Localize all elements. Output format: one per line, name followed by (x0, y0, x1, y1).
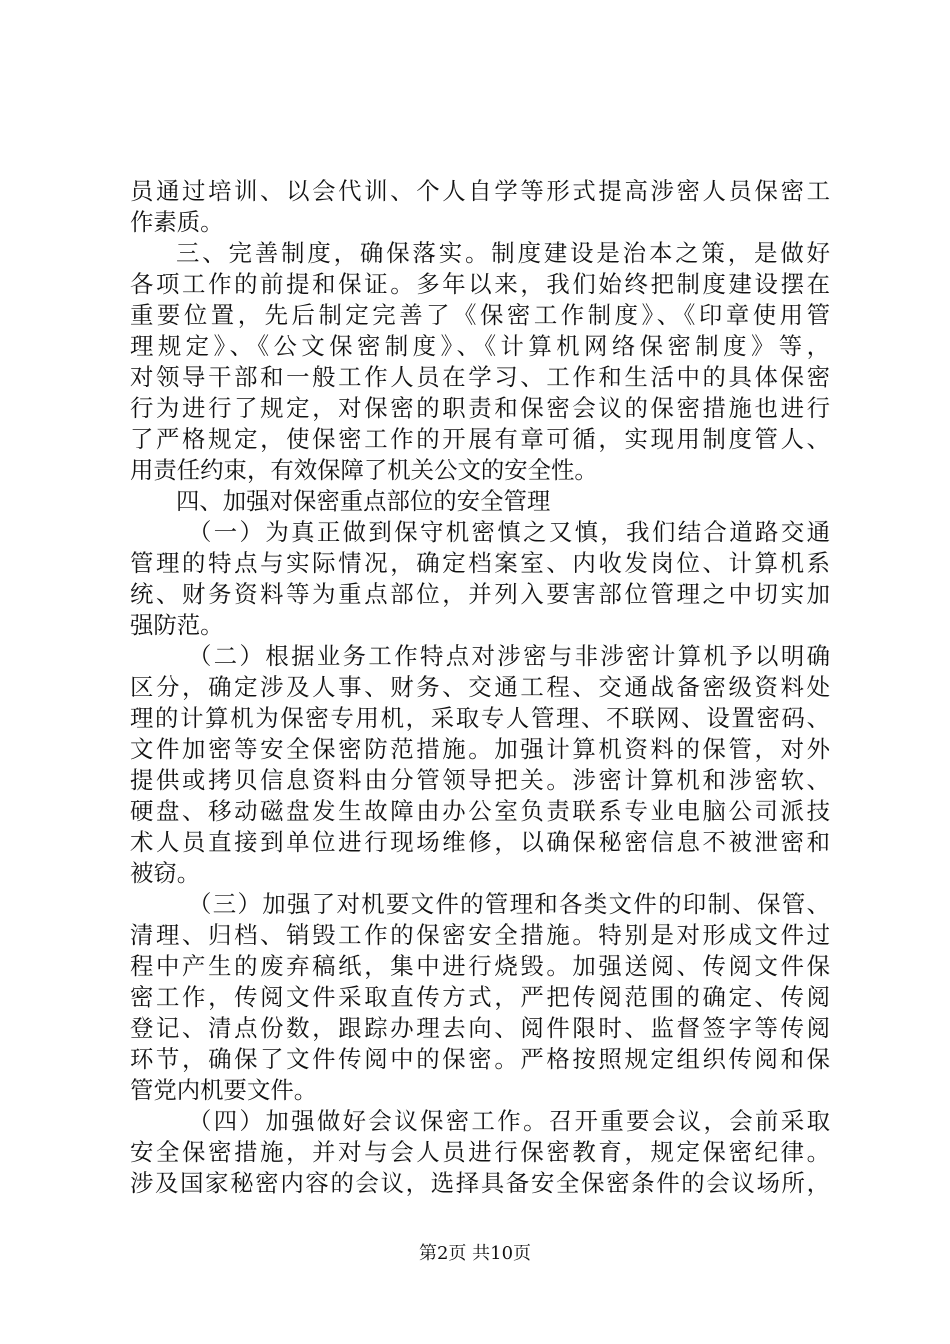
text-line: 管理的特点与实际情况，确定档案室、内收发岗位、计算机系 (130, 549, 830, 577)
paragraph (130, 1106, 830, 1199)
text-line: 作素质。 (130, 208, 224, 236)
text-line: 了严格规定，使保密工作的开展有章可循，实现用制度管人、 (130, 425, 830, 453)
text-line: （一）为真正做到保守机密慎之又慎，我们结合道路交通 (188, 518, 830, 546)
text-line: 强防范。 (130, 611, 224, 639)
text-line: 术人员直接到单位进行现场维修，以确保秘密信息不被泄密和 (130, 828, 830, 856)
text-line: 对领导干部和一般工作人员在学习、工作和生活中的具体保密 (130, 363, 830, 391)
paragraph (130, 889, 830, 1106)
text-line: 提供或拷贝信息资料由分管领导把关。涉密计算机和涉密软、 (130, 766, 830, 794)
text-line: 程中产生的废弃稿纸，集中进行烧毁。加强送阅、传阅文件保 (130, 952, 830, 980)
section-heading (130, 486, 830, 517)
text-line: 三、完善制度，确保落实。制度建设是治本之策，是做好 (176, 239, 830, 267)
text-line: 各项工作的前提和保证。多年以来，我们始终把制度建设摆在 (130, 270, 830, 298)
text-line: 四、加强对保密重点部位的安全管理 (176, 487, 551, 515)
text-line: 环节，确保了文件传阅中的保密。严格按照规定组织传阅和保 (130, 1045, 830, 1073)
text-line: 涉及国家秘密内容的会议，选择具备安全保密条件的会议场所， (130, 1169, 830, 1197)
paragraph (130, 517, 830, 641)
text-line: 管党内机要文件。 (130, 1076, 318, 1104)
text-line: （二）根据业务工作特点对涉密与非涉密计算机予以明确 (188, 642, 830, 670)
text-line: 用责任约束，有效保障了机关公文的安全性。 (130, 456, 598, 484)
paragraph (130, 176, 830, 238)
text-line: 清理、归档、销毁工作的保密安全措施。特别是对形成文件过 (130, 921, 830, 949)
text-line: （四）加强做好会议保密工作。召开重要会议，会前采取 (188, 1107, 830, 1135)
text-line: 登记、清点份数，跟踪办理去向、阅件限时、监督签字等传阅 (130, 1014, 830, 1042)
paragraph (130, 238, 830, 486)
text-line: 行为进行了规定，对保密的职责和保密会议的保密措施也进行 (130, 394, 830, 422)
text-line: 被窃。 (130, 859, 201, 887)
text-line: 硬盘、移动磁盘发生故障由办公室负责联系专业电脑公司派技 (130, 797, 830, 825)
text-line: 重要位置，先后制定完善了《保密工作制度》、《印章使用管 (130, 301, 830, 329)
text-line: 统、财务资料等为重点部位，并列入要害部位管理之中切实加 (130, 580, 830, 608)
document-body (130, 176, 830, 1199)
text-line: （三）加强了对机要文件的管理和各类文件的印制、保管、 (188, 890, 830, 918)
text-line: 理的计算机为保密专用机，采取专人管理、不联网、设置密码、 (130, 704, 830, 732)
paragraph (130, 641, 830, 889)
text-line: 理规定》、《公文保密制度》、《计算机网络保密制度》等， (130, 332, 830, 360)
page-number-footer: 第2页 共10页 (418, 1243, 532, 1264)
text-line: 文件加密等安全保密防范措施。加强计算机资料的保管，对外 (130, 735, 830, 763)
text-line: 安全保密措施，并对与会人员进行保密教育，规定保密纪律。 (130, 1138, 830, 1166)
text-line: 员通过培训、以会代训、个人自学等形式提高涉密人员保密工 (130, 177, 830, 205)
text-line: 区分，确定涉及人事、财务、交通工程、交通战备密级资料处 (130, 673, 830, 701)
text-line: 密工作，传阅文件采取直传方式，严把传阅范围的确定、传阅 (130, 983, 830, 1011)
